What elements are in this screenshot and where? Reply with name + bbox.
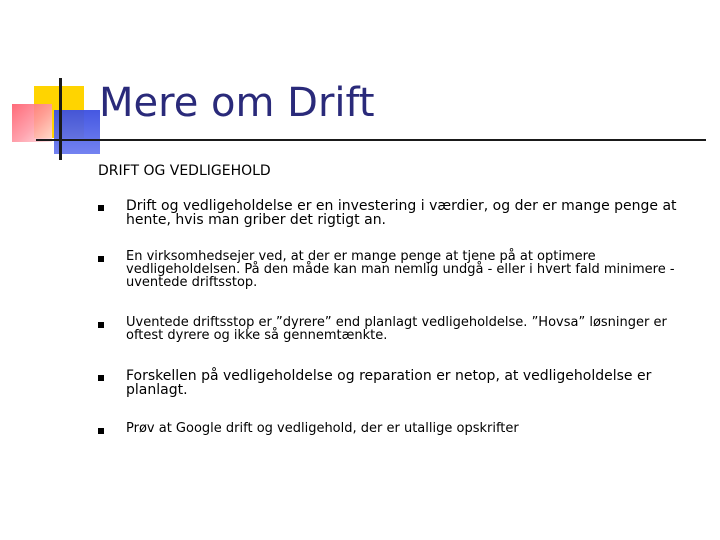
bullet-text: Forskellen på vedligeholdelse og reparation er netop, at vedligeholdelse er planlagt. [126,368,652,398]
bullet-square-icon [98,205,104,211]
bullet-square-icon [98,256,104,262]
bullet-text: Uventede driftsstop er ”dyrere” end planlagt vedligeholdelse. ”Hovsa” løsninger er oftest dyrere og ikke så gennemtænkte. [126,315,667,343]
slide-title: Mere om Drift [99,80,375,126]
decor-vertical-line [59,78,62,160]
bullet-text: Drift og vedligeholdelse er en investering i værdier, og der er mange penge at hente, hvis man griber det rigtigt an. [126,198,677,228]
title-underline [36,139,706,141]
bullet-text: Prøv at Google drift og vedligehold, der er utallige opskrifter [126,421,519,436]
bullet-square-icon [98,428,104,434]
bullet-square-icon [98,322,104,328]
bullet-text: En virksomhedsejer ved, at der er mange penge at tjene på at optimere vedligeholdelsen. På den måde kan man nemlig undgå - eller i hvert fald minimere - uventede driftsstop. [126,249,675,290]
bullet-square-icon [98,375,104,381]
decor-red-square [12,104,52,142]
slide-subtitle: DRIFT OG VEDLIGEHOLD [98,163,271,179]
